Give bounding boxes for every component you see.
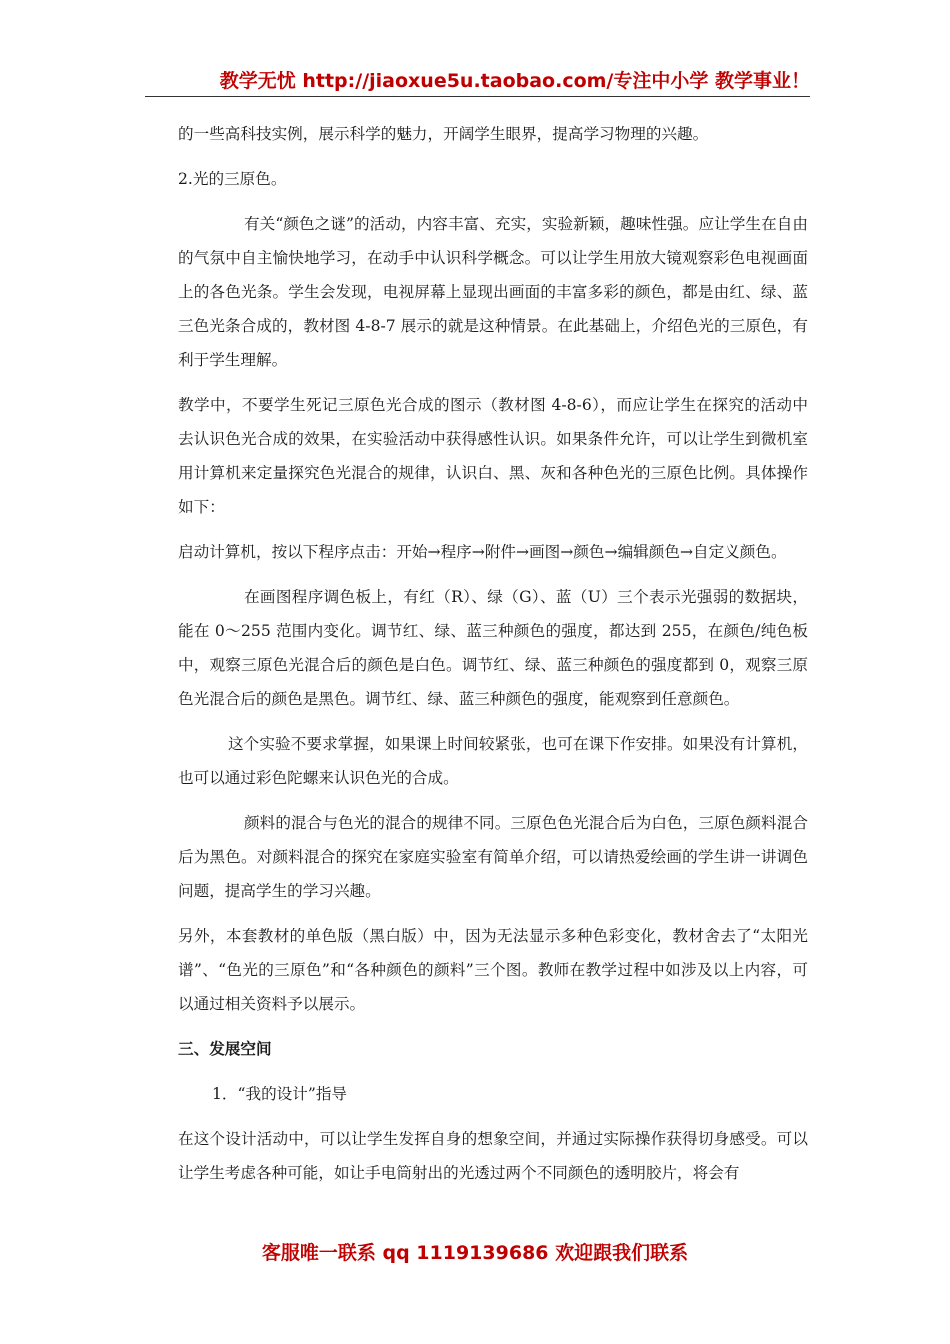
section-subheading: 1．“我的设计”指导: [212, 1085, 348, 1103]
paragraph-experiment-note: 这个实验不要求掌握，如果课上时间较紧张，也可在课下作安排。如果没有计算机，也可以通过彩色陀螺来认识色光的合成。: [178, 735, 808, 787]
page-footer: 客服唯一联系 qq 1119139686 欢迎跟我们联系: [261, 1242, 689, 1264]
section-heading: 三、发展空间: [178, 1039, 272, 1058]
paragraph-computer-steps: 启动计算机，按以下程序点击：开始→程序→附件→画图→颜色→编辑颜色→自定义颜色。: [178, 543, 787, 561]
paragraph-design-guidance: 在这个设计活动中，可以让学生发挥自身的想象空间，并通过实际操作获得切身感受。可以让学生考虑各种可能，如让手电筒射出的光透过两个不同颜色的透明胶片，将会有: [178, 1130, 808, 1182]
paragraph-color-mystery: 有关“颜色之谜”的活动，内容丰富、充实，实验新颖，趣味性强。应让学生在自由的气氛中自主愉快地学习，在动手中认识科学概念。可以让学生用放大镜观察彩色电视画面上的各色光条。学生会发现，电视屏幕上显现出画面的丰富多彩的颜色，都是由红、绿、蓝三色光条合成的，教材图 4-8-7 展示的就是这种情景。在此基础上，介绍色光的三原色，有利于学生理解。: [178, 215, 808, 369]
paragraph-teaching-advice: 教学中，不要学生死记三原色光合成的图示（教材图 4-8-6），而应让学生在探究的活动中去认识色光合成的效果，在实验活动中获得感性认识。如果条件允许，可以让学生到微机室用计算机来定量探究色光混合的规律，认识白、黑、灰和各种色光的三原色比例。具体操作如下：: [178, 396, 808, 516]
header-divider: [145, 96, 810, 97]
paragraph-monochrome-edition: 另外，本套教材的单色版（黑白版）中，因为无法显示多种色彩变化，教材舍去了“太阳光谱”、“色光的三原色”和“各种颜色的颜料”三个图。教师在教学过程中如涉及以上内容，可以通过相关资料予以展示。: [178, 927, 808, 1013]
document-body: [178, 117, 808, 1201]
paragraph-pigment-mixing: 颜料的混合与色光的混合的规律不同。三原色色光混合后为白色，三原色颜料混合后为黑色。对颜料混合的探究在家庭实验室有简单介绍，可以请热爱绘画的学生讲一讲调色问题，提高学生的学习兴趣。: [178, 814, 808, 900]
paragraph-palette-rgb: 在画图程序调色板上，有红（R）、绿（G）、蓝（U）三个表示光强弱的数据块，能在 0～255 范围内变化。调节红、绿、蓝三种颜色的强度，都达到 255，在颜色/纯色板中，观察三原色光混合后的颜色是白色。调节红、绿、蓝三种颜色的强度都到 0，观察三原色光混合后的颜色是黑色。调节红、绿、蓝三种颜色的强度，能观察到任意颜色。: [178, 588, 808, 708]
paragraph-intro-continuation: 的一些高科技实例，展示科学的魅力，开阔学生眼界，提高学习物理的兴趣。: [178, 125, 709, 143]
paragraph-topic-title: 2.光的三原色。: [178, 170, 287, 188]
page-header: 教学无忧 http://jiaoxue5u.taobao.com/专注中小学 教学事业！: [219, 70, 810, 92]
